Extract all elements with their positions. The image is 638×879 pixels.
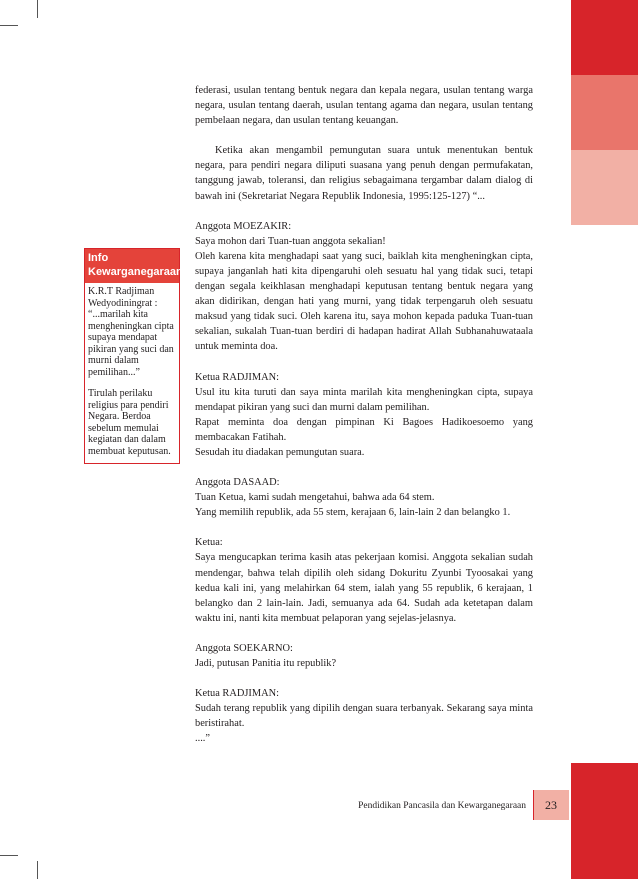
crop-mark-bottom-left-h xyxy=(0,855,18,856)
info-box-note: Tirulah perilaku religius para pendiri Negara. Berdoa sebelum memulai kegiatan dan dalam membuat keputusan. xyxy=(88,388,171,457)
footer-book-title: Pendidikan Pancasila dan Kewarganegaraan xyxy=(358,801,526,811)
speaker-moezakir: Anggota MOEZAKIR: xyxy=(195,220,292,232)
paragraph-2: Ketika akan mengambil pemungutan suara untuk menentukan bentuk negara, para pendiri negara diliputi suasana yang penuh dengan permufakatan, tanggung jawab, toleransi, dan religius sebagaimana tergambar dalam dialog di bawah ini (Sekretariat Negara Republik Indonesia, 1995:125-127) “... xyxy=(195,145,533,202)
speaker-dasaad: Anggota DASAAD: xyxy=(195,477,280,489)
speech-dasaad-1: Tuan Ketua, kami sudah mengetahui, bahwa ada 64 stem. xyxy=(195,492,435,504)
info-box-body xyxy=(85,283,179,457)
info-box-title-line2: Kewarganegaraan xyxy=(88,266,183,278)
main-text-column xyxy=(195,83,533,746)
info-box-quote: K.R.T Radjiman Wedyodiningrat : “...marilah kita mengheningkan cipta supaya mendapat pikiran yang suci dan murni dalam pemilihan...” xyxy=(88,286,174,378)
speaker-radjiman-1: Ketua RADJIMAN: xyxy=(195,371,279,383)
decor-bar-pink xyxy=(571,150,638,225)
page-number: 23 xyxy=(533,790,569,820)
speech-radjiman-1: Usul itu kita turuti dan saya minta marilah kita mengheningkan cipta, supaya mendapat pikiran yang suci dan murni dalam pemilihan. xyxy=(195,386,533,413)
speaker-ketua: Ketua: xyxy=(195,537,223,549)
crop-mark-bottom-left-v xyxy=(37,861,38,879)
speech-radjiman-3: Sesudah itu diadakan pemungutan suara. xyxy=(195,446,365,458)
crop-mark-top-left-h xyxy=(0,25,18,26)
info-box-title-line1: Info xyxy=(88,252,109,264)
speech-ketua-1: Saya mengucapkan terima kasih atas pekerjaan komisi. Anggota sekalian sudah mendengar, bahwa telah dipilih oleh sidang Dokuritu Zyunbi Tyoosakai yang kedua kali ini, yang melahirkan 64 stem, ialah yang 55 republik, 6 kerajaan, 1 belangko dan 2 lain-lain. Jadi, semuanya ada 64. Sudah ada ketetapan dalam waktu ini, nanti kita membuat pelaporan yang sejelas-jelasnya. xyxy=(195,552,533,624)
decor-bar-red xyxy=(571,0,638,75)
speech-radjiman-final-1: Sudah terang republik yang dipilih dengan suara terbanyak. Sekarang saya minta beristirahat. xyxy=(195,703,533,730)
paragraph-1: federasi, usulan tentang bentuk negara dan kepala negara, usulan tentang warga negara, usulan tentang daerah, usulan tentang agama dan negara, usulan tentang pembelaan negara, dan usulan tentang keuangan. xyxy=(195,85,533,127)
speech-moezakir-2: Oleh karena kita menghadapi saat yang suci, baiklah kita mengheningkan cipta, supaya janganlah hati kita dipengaruhi oleh sesuatu hal yang tidak suci, tetapi dengan segala keikhlasan menghadapi keputusan tentang bentuk negara yang akan didirikan, dengan hati yang murni, yang tidak terpengaruh oleh sesuatu maksud yang tidak suci. Oleh karena itu, saya mohon kepada paduka Tuan-tuan sekalian, sukalah Tuan-tuan berdiri di hadapan hadirat Allah Subhanahuwataala untuk meminta doa. xyxy=(195,250,533,353)
speaker-soekarno: Anggota SOEKARNO: xyxy=(195,642,293,654)
speaker-radjiman-2: Ketua RADJIMAN: xyxy=(195,688,279,700)
decor-bar-red-bottom xyxy=(571,763,638,879)
decor-bar-salmon xyxy=(571,75,638,150)
crop-mark-top-left-v xyxy=(37,0,38,18)
speech-radjiman-2: Rapat meminta doa dengan pimpinan Ki Bagoes Hadikoesoemo yang membacakan Fatihah. xyxy=(195,416,533,443)
speech-radjiman-final-2: ....” xyxy=(195,733,211,745)
footer-divider xyxy=(533,790,534,820)
info-kewarganegaraan-box xyxy=(84,248,183,464)
info-box-header xyxy=(85,249,183,283)
speech-moezakir-1: Saya mohon dari Tuan-tuan anggota sekalian! xyxy=(195,235,386,247)
speech-dasaad-2: Yang memilih republik, ada 55 stem, kerajaan 6, lain-lain 2 dan belangko 1. xyxy=(195,507,511,519)
speech-soekarno-1: Jadi, putusan Panitia itu republik? xyxy=(195,658,337,669)
